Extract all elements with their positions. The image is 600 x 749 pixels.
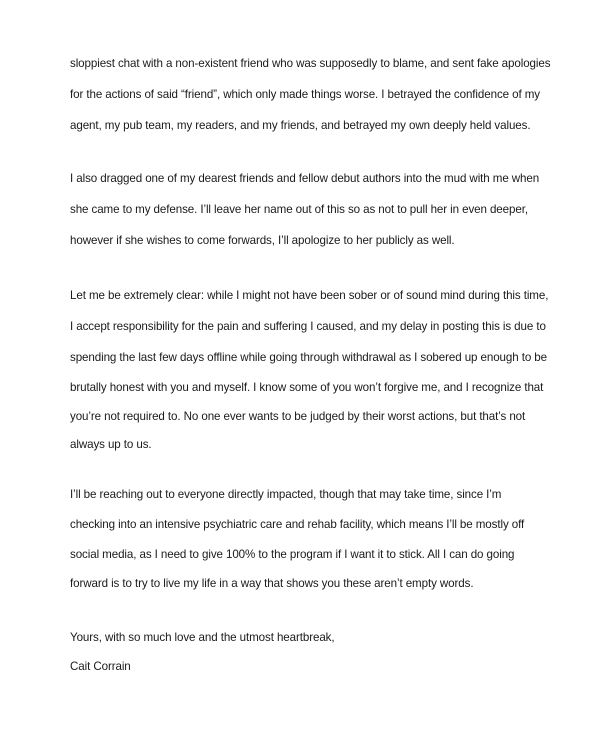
paragraph-1-line-2: for the actions of said “friend”, which only made things worse. I betrayed the confidence of my xyxy=(70,88,540,101)
paragraph-4-line-2: checking into an intensive psychiatric care and rehab facility, which means I’ll be mostly off xyxy=(70,518,525,531)
paragraph-3-line-5: you’re not required to. No one ever wants to be judged by their worst actions, but that’s not xyxy=(70,410,526,423)
paragraph-2-line-1: I also dragged one of my dearest friends and fellow debut authors into the mud with me when xyxy=(70,172,540,185)
paragraph-2-line-3: however if she wishes to come forwards, I’ll apologize to her publicly as well. xyxy=(70,234,455,247)
paragraph-3-line-4: brutally honest with you and myself. I know some of you won’t forgive me, and I recognize that xyxy=(70,381,544,394)
paragraph-4-line-1: I’ll be reaching out to everyone directly impacted, though that may take time, since I’m xyxy=(70,488,502,501)
paragraph-3-line-2: I accept responsibility for the pain and suffering I caused, and my delay in posting this is due to xyxy=(70,320,546,333)
paragraph-3-line-3: spending the last few days offline while going through withdrawal as I sobered up enough to be xyxy=(70,351,548,364)
paragraph-3-line-1: Let me be extremely clear: while I might not have been sober or of sound mind during this time, xyxy=(70,289,549,302)
paragraph-1-line-1: sloppiest chat with a non-existent friend who was supposedly to blame, and sent fake apologies xyxy=(70,57,551,70)
paragraph-4-line-3: social media, as I need to give 100% to the program if I want it to stick. All I can do going xyxy=(70,548,515,561)
paragraph-2-line-2: she came to my defense. I’ll leave her name out of this so as not to pull her in even deeper, xyxy=(70,203,528,216)
paragraph-1-line-3: agent, my pub team, my readers, and my friends, and betrayed my own deeply held values. xyxy=(70,119,531,132)
paragraph-4-line-4: forward is to try to live my life in a way that shows you these aren’t empty words. xyxy=(70,577,474,590)
signature: Cait Corrain xyxy=(70,660,131,673)
paragraph-3-line-6: always up to us. xyxy=(70,438,152,451)
closing-line: Yours, with so much love and the utmost heartbreak, xyxy=(70,631,335,644)
